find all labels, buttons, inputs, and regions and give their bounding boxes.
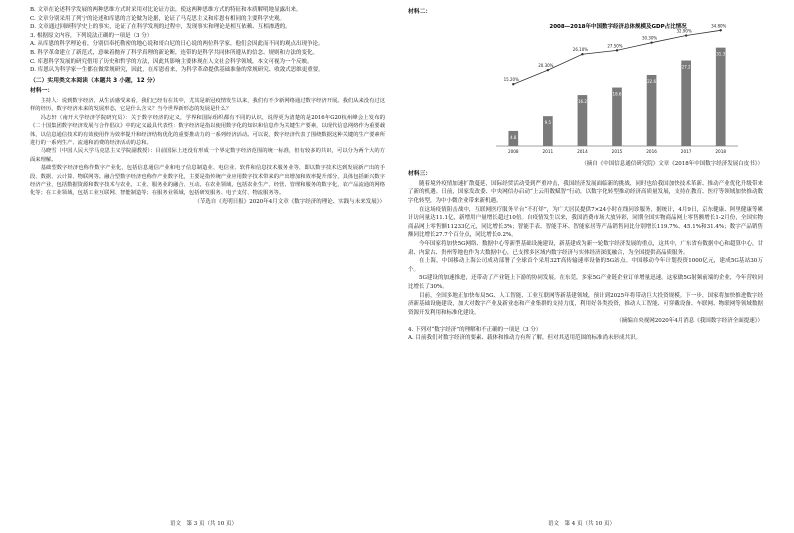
line-point	[616, 49, 618, 51]
q3-option-a: A. 从库恩的科学理论看，分别信奉托勒密的地心说和哥白尼的日心说的两位科学家，他们会因此而不同的观点出现争论。	[30, 41, 324, 48]
interview-types: 基础型数字经济也称作数字产业化，包括信息通信产业和电子信息制造业、电信业、软件和信息技术服务业等，即以数字技术达到发展新产出的手段、数据、云计算、物联网等。融合型数字经济也称作产业数字化，主要是指传统产业应用数字技术带来的产出增加和效率提升部分，具体包括新兴数字经济产业，包括数据资源和数字技术与农业，工业、服务业的融合、互动。在农业领域，包括农业生产、经营、管理和服务的数字化，农产品流通的网络化等；在工业领域，包括工业互联网、智能制造等；在服务业领域，包括研发服务、电子支付、物流服务等。	[30, 165, 385, 197]
x-tick-label: 2014	[577, 148, 588, 154]
question-4: 4. 下列对“数字经济”的理解和不正确的一项是（3 分）	[408, 326, 542, 333]
bar-value-label: 27.2	[681, 64, 691, 70]
interview-host: 主持人：说到数字经济，从生活感受来看，我们已经有在其中，尤其是新冠疫情发生以来，我们有不少新网络通过数字经济开展。我们从来没有过这样的经历，数字经济未来的发展形态，它是什么含义？当今世界新形态的发展是什么？	[30, 97, 385, 113]
pct-label: 27.50%	[607, 42, 623, 48]
right-page	[408, 6, 763, 343]
bar-value-label: 18.6	[612, 91, 622, 97]
material-1-label: 材料一：	[30, 88, 54, 95]
q3-option-c: C. 库恩科学发展的研究借用了历史和哲学的方法，因此其影响主要体现在人文社会科学领域，本文可视为一个反映。	[30, 58, 313, 65]
material-3-para-5: 5G建设的加速推进，还带动了产业链上下游的协同发展。在东莞，多家5G产业链企业订单增量迅速。这家做5G射频前端的企业，今年营收同比增长了30%。	[408, 275, 763, 290]
material-3-para-1: 随着境外疫情加速扩散蔓延，国际经贸活动受到严重冲击，我国经济发展面临新的挑战，同时也给我国加快技术革新、推动产业优化升级带来了新的机遇。日前，国家发改委、中央网信办启动“上云用数赋智”行动，以数字化转型推动经济高质量发展，支持在教育、医疗等领域加快推动数字化转型，为中小微企业带来新机遇。	[408, 180, 763, 204]
bar	[647, 75, 657, 146]
q4-option-a: A. 目前我们对数字经济的要素、载体和推动力有所了解，但对其适用范围的标准尚未形成共识。	[408, 335, 641, 342]
pct-label: 34.80%	[711, 22, 727, 28]
line-point	[650, 41, 652, 43]
interview-ma: 马晓雪（中国人民大学马克思主义学院副教授）：目前国际上还没有形成一个界定数字经济范围的统一标准，但有较多的共识，可以分为两个大的方面来理解。	[30, 148, 385, 163]
interview-feng: 冯志轩（南开大学经济学院研究员）：关于数字经济的定义，学界和国际组织都有不同的认识，说得更为清楚的是2016年G20杭州峰会上发布的《二十国集团数字经济发展与合作倡议》中的定义最具代表性：数字经济是指以使用数字化的知识和信息作为关键生产要素，以现代信息网络作为重要载体，以信息通信技术的有效使用作为效率提升和经济结构优化的重要推动力的一系列经济活动。可以说，数字经济代表了围绕数据这种关键的生产要素所进行的一系列生产、流通和消费的经济活动的总和。	[30, 114, 385, 146]
material-3-para-6: 目前，全国多地正加快布局5G、人工智能、工业互联网等新基建领域，预计到2025年将带动巨大投资规模。下一步，国家将加快推进数字经济新基础设施建设，加大对数字产业及新业态和产业集群的支持力度，利用好各类投资，推动人工智能、可穿戴设备、车联网、物联网等领域数据资源开发利用和标准化建设。	[408, 292, 763, 316]
digital-economy-chart	[408, 18, 763, 160]
pct-label: 26.10%	[572, 46, 589, 52]
material-3-para-3: 今年国家将加快5G网络、数据中心等新型基础设施建设，新基建成为新一轮数字经济发展的重点，这其中，广东省有数据中心和超算中心，甘肃、内蒙古、贵州等地也作为大数据中心，已支撑多区域内数字经济与实体经济深度融合，为全国提供高品质服务。	[408, 240, 763, 256]
material-3-para-4: 在上海，中国移动上海公司成功部署了全球首个采用32T高传输速率设备的5G站点。中国移动今年计划投资1000亿元，建成5G基站30万个。	[408, 258, 763, 273]
pct-label: 15.20%	[503, 76, 519, 82]
x-tick-label: 2016	[646, 148, 657, 154]
bar-value-label: 16.2	[577, 98, 587, 104]
bar-value-label: 4.8	[510, 134, 517, 140]
option-b-top: B. 文章在论述科学发展的两种思维方式时采用对比论证方法，使这两种思维方式的特征和本质解明地显露出来。	[30, 7, 302, 13]
x-tick-label: 2017	[680, 148, 692, 154]
option-d-top: D. 文章通过回顾科学史上的事实，论证了在科学发现的过程中，发现事实和理论是相互依赖、互相渗透的。	[30, 24, 291, 31]
material-3-para-2: 在这场疫情阻击战中，互联网医疗服务平台“不打烊”，为广大居民提供7×24小时在线问诊服务，据统计，4月9日，京东健康、阿里健康等累计访问量达11.1亿，新增用户量增长超过10倍。自疫情发生以来，我国消费市场大放异彩，同期全国实物商品网上零售额增长1-2月份，全国实物商品网上零售额11233亿元，同比增长3%；智能手表、智能手环、智能家居等产品销售同比分别增长119.7%、45.1%和31.4%；数字产品销售额同比增长27.7个百分点，同比增长0.2%。	[408, 206, 763, 239]
bar-value-label: 9.5	[544, 119, 552, 125]
line-point	[720, 29, 722, 31]
question-3: 3. 根据原文内容，下列说法正确的一项是（3 分）	[30, 32, 153, 39]
material-2-label: 材料二：	[408, 9, 432, 15]
option-c-top: C. 文章分别采用了列宁的论述和库恩的言论做为论据，论证了马克思主义和库恩有相同的主要科学史观。	[30, 15, 286, 22]
pct-label: 20.30%	[538, 62, 554, 68]
section-title: （二）实用类文本阅读（本题共 3 小题，12 分）	[30, 77, 159, 84]
material-3-label: 材料三：	[408, 171, 432, 178]
source-1: （节选自《光明日报》2020年4月文章《数字经济的理论、实践与未来发展》）	[194, 198, 385, 205]
x-tick-label: 2008	[507, 148, 519, 154]
x-tick-label: 2018	[715, 148, 727, 154]
pct-label: 30.30%	[641, 35, 658, 41]
pct-label: 32.90%	[676, 28, 692, 34]
line-point	[512, 83, 514, 85]
source-2: （摘自《中国信息通信研究院》文章《2018年中国数字经济发展白皮书》）	[581, 160, 763, 167]
footer-right: 语文 第 4 页（共 10 页）	[548, 521, 615, 527]
line-point	[547, 69, 549, 71]
chart-title: 2008—2018年中国数字经济总体规模及GDP占比情况	[549, 23, 687, 30]
bar	[716, 47, 726, 145]
chart-svg	[408, 18, 763, 160]
q3-option-b: B. 科学革命建立了新范式，意味着抛弃了科学真理的新论断，连带的是科学共同体所遵从的信念、规则和方法的变化。	[30, 49, 319, 56]
bar-value-label: 22.6	[647, 78, 657, 84]
line-point	[581, 53, 583, 55]
left-page	[30, 6, 385, 206]
bar-value-label: 31.3	[716, 51, 726, 57]
bar	[681, 60, 691, 145]
q3-option-d: D. 库恩认为科学家一生都在做常规研究，因此，在库恩看来，为科学革命提供基础准备的常规研究、收敛式思维更重要。	[30, 67, 324, 74]
source-3: （摘编自央视网2020年4月消息《我国数字经济全面提速》）	[616, 318, 763, 325]
footer-left: 语文 第 3 页（共 10 页）	[170, 521, 237, 527]
x-tick-label: 2011	[542, 148, 554, 154]
x-tick-label: 2015	[611, 148, 623, 154]
line-point	[685, 34, 687, 36]
